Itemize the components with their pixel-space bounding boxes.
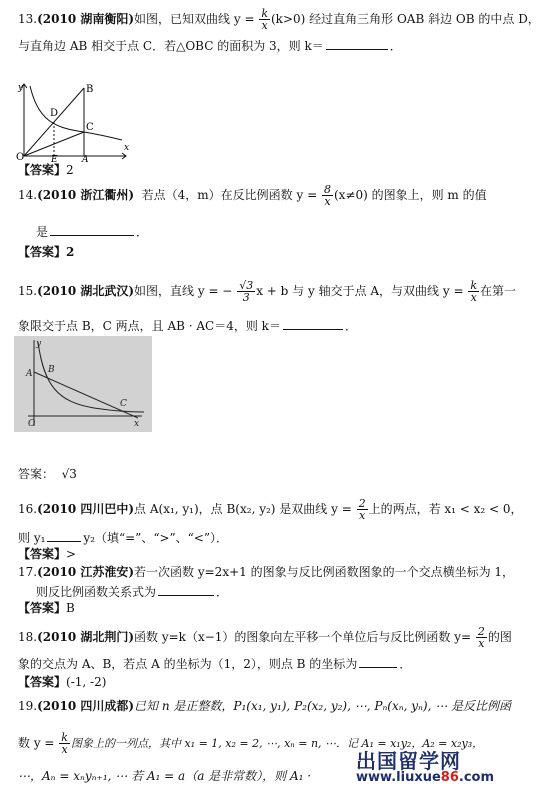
q13-figure	[14, 80, 134, 165]
q15-label-A: A	[26, 369, 33, 379]
q18-answer-value: (-1, -2)	[66, 675, 107, 689]
q15-text-1: 如图，直线 y = −	[134, 284, 233, 298]
q18-text-1: 函数 y=k（x−1）的图象向左平移一个单位后与反比例函数 y=	[134, 630, 472, 644]
q18-line-1	[18, 626, 512, 649]
q15-source: (2010 湖北武汉)	[37, 284, 135, 298]
q19-number: 19.	[18, 699, 38, 713]
q14-number: 14.	[18, 188, 38, 202]
q17-answer-value: B	[66, 601, 75, 615]
q13-number: 13.	[18, 12, 38, 26]
q16-line-1	[18, 498, 523, 521]
q13-label-x: x	[124, 143, 130, 153]
q13-answer-blank	[326, 38, 388, 50]
q14-answer	[18, 246, 74, 258]
q13-label-y: y	[18, 83, 24, 93]
q13-label-B: B	[86, 84, 94, 95]
q19-fraction: $\frac{k}{x}$	[61, 731, 68, 756]
q15-fraction-2: $\frac{k}{x}$	[470, 279, 478, 304]
q18-answer	[18, 676, 106, 688]
q15-text-3: 在第一	[480, 284, 517, 298]
q18-text-3: 象的交点为 A、B，若点 A 的坐标为（1，2），则点 B 的坐标为	[18, 657, 358, 671]
q14-line-1	[18, 184, 487, 207]
q13-period: ．	[389, 39, 402, 53]
q16-number: 16.	[18, 502, 38, 516]
q16-answer-label: 【答案】	[18, 547, 67, 561]
q15-figure	[14, 336, 152, 432]
q13-text-3: 与直角边 AB 相交于点 C．若△OBC 的面积为 3，则 k＝	[18, 39, 324, 53]
q15-label-B: B	[48, 365, 55, 375]
q15-text-4: 象限交于点 B，C 两点，且 AB · AC＝4，则 k＝	[18, 319, 281, 333]
q18-source: (2010 湖北荆门)	[37, 630, 135, 644]
q15-label-C: C	[120, 399, 127, 409]
q17-line-2	[36, 584, 228, 598]
q15-answer-label: 答案：	[18, 467, 55, 481]
q15-fraction-1: $\frac{√3}{3}$	[239, 279, 254, 304]
q14-text-3: 是	[36, 225, 49, 239]
q18-text-2: 的图	[487, 630, 512, 644]
q14-source: (2010 浙江衢州)	[37, 188, 135, 202]
q15-label-y: y	[36, 339, 42, 349]
q18-line-2	[18, 656, 411, 670]
q14-answer-label: 【答案】	[18, 245, 67, 259]
watermark-logo	[356, 751, 494, 784]
q14-line-2	[36, 224, 148, 238]
q13-label-O: O	[16, 152, 25, 163]
q18-answer-label: 【答案】	[18, 675, 67, 689]
q17-answer	[18, 602, 75, 614]
q14-period: ．	[136, 225, 149, 239]
q16-text-4: y₂（填“=”、“>”、“<”）．	[83, 531, 228, 545]
q17-text-1: 若一次函数 y=2x+1 的图象与反比例函数图象的一个交点横坐标为 1，	[134, 565, 515, 579]
q15-text-2: x + b 与 y 轴交于点 A，与双曲线 y =	[256, 284, 464, 298]
q15-line-1	[18, 280, 516, 303]
q15-number: 15.	[18, 284, 38, 298]
q13-text-2: (k>0) 经过直角三角形 OAB 斜边 OB 的中点 D，	[271, 12, 540, 26]
q16-text-1: 点 A(x₁, y₁)，点 B(x₂, y₂) 是双曲线 y =	[134, 502, 352, 516]
q18-period: ．	[399, 657, 412, 671]
q16-answer-value: >	[66, 547, 77, 561]
q13-label-C: C	[86, 122, 94, 133]
q15-period: ．	[344, 319, 357, 333]
q15-figure-background	[14, 336, 152, 432]
q14-answer-value: 2	[66, 245, 75, 259]
q15-answer	[18, 468, 77, 480]
q14-fraction: $\frac{8}{x}$	[323, 183, 331, 208]
q14-text-1: 若点（4，m）在反比例函数 y =	[141, 188, 318, 202]
q17-source: (2010 江苏淮安)	[37, 565, 135, 579]
q16-answer	[18, 548, 76, 560]
q18-answer-blank	[359, 656, 397, 668]
q17-answer-blank	[158, 584, 214, 596]
q19-text-3: ⋯，Aₙ = xₙyₙ₊₁, ⋯ 若 A₁ = a（a 是非常数），则 A₁ ·	[18, 769, 312, 783]
q19-source: (2010 四川成都)	[37, 699, 135, 713]
q13-text-1: 如图，已知双曲线 y =	[134, 12, 255, 26]
q13-label-E: E	[51, 155, 58, 165]
q19-text-1: 已知 n 是正整数，P₁(x₁, y₁), P₂(x₂, y₂), ⋯, Pₙ(xₙ, yₙ), ⋯ 是反比例函	[134, 699, 512, 713]
q17-number: 17.	[18, 565, 38, 579]
q13-line-1	[18, 8, 540, 31]
q13-answer	[18, 164, 74, 176]
q19-line-1	[18, 700, 511, 712]
q16-fraction: $\frac{2}{x}$	[358, 497, 366, 522]
q13-fraction: $\frac{k}{x}$	[261, 7, 268, 32]
watermark-title: 出国留学网	[356, 749, 462, 773]
q15-label-O: O	[28, 419, 36, 429]
q16-line-2	[18, 530, 228, 544]
q17-period: ．	[216, 585, 229, 599]
q16-answer-blank	[47, 530, 81, 542]
q19-text-2b: 图象上的一列点，其中 x₁ = 1, x₂ = 2, ⋯, xₙ = n, ⋯．记 A₁ = x₁y₂，A₂ = x₂y₃，	[70, 737, 484, 750]
q17-line-1	[18, 566, 514, 578]
q14-text-2: (x≠0) 的图象上，则 m 的值	[333, 188, 487, 202]
q19-text-2a: 数 y =	[18, 736, 55, 750]
q13-label-D: D	[50, 108, 59, 119]
q13-answer-value: 2	[66, 163, 74, 177]
q14-answer-blank	[50, 224, 134, 236]
q16-text-2: 上的两点，若 x₁ < x₂ < 0，	[368, 502, 523, 516]
q13-label-A: A	[82, 155, 89, 165]
q15-label-x: x	[134, 419, 140, 429]
q13-source: (2010 湖南衡阳)	[37, 12, 135, 26]
q15-answer-blank	[283, 318, 343, 330]
q17-text-2: 则反比例函数关系式为	[36, 585, 157, 599]
q15-answer-value: √3	[61, 467, 77, 481]
q19-line-3	[18, 770, 311, 782]
q18-fraction: $\frac{2}{x}$	[477, 625, 485, 650]
q16-source: (2010 四川巴中)	[37, 502, 135, 516]
q13-line-2	[18, 38, 402, 52]
q18-number: 18.	[18, 630, 38, 644]
watermark-url: www.liuxue86.com	[356, 770, 494, 785]
q13-answer-label: 【答案】	[18, 163, 67, 177]
q13-hyperbola	[30, 86, 122, 140]
q15-line-2	[18, 318, 357, 332]
q17-answer-label: 【答案】	[18, 601, 67, 615]
q16-text-3: 则 y₁	[18, 531, 46, 545]
